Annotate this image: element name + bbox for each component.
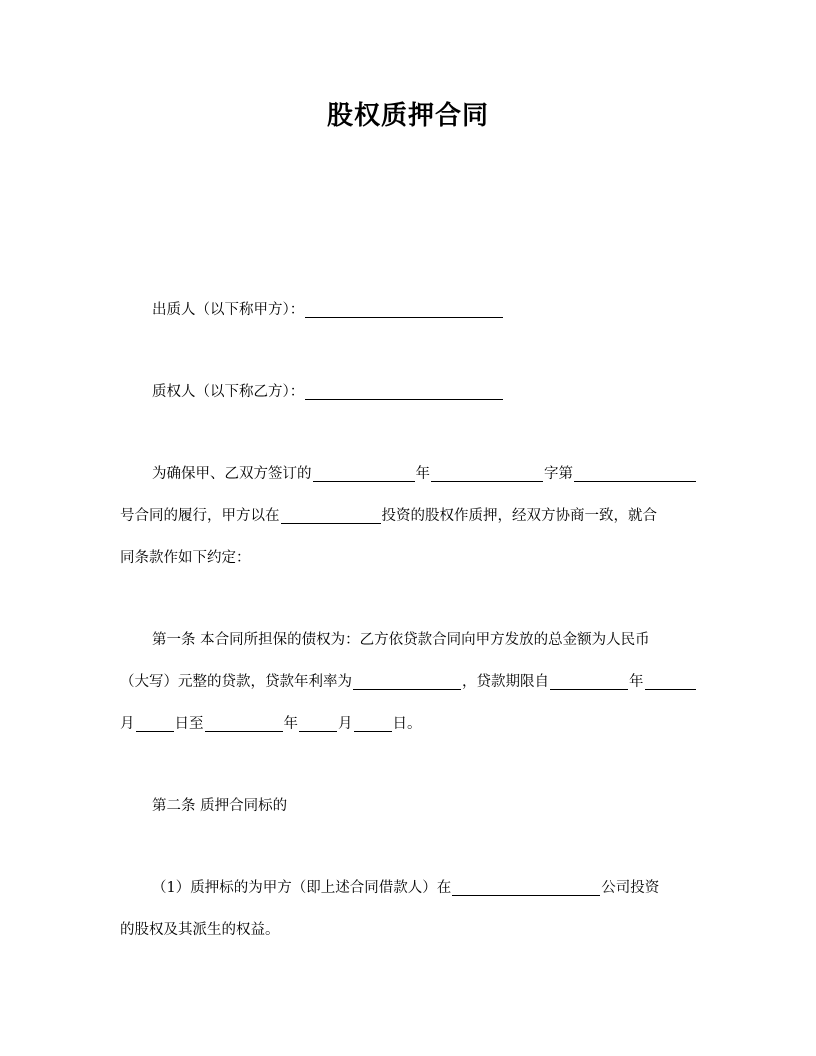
pledgor-line [152,298,696,322]
article1-text: ，贷款期限自 [462,674,549,690]
article1-text: 月 [338,716,353,732]
intro-text: 字第 [544,466,573,482]
intro-text: 为确保甲、乙双方签订的 [152,466,312,482]
pledgee-line [152,380,696,404]
article1-text: 月 [120,716,135,732]
pledged-company-blank[interactable] [452,878,600,896]
loan-start-year-blank[interactable] [550,672,628,690]
loan-end-month-blank[interactable] [299,714,337,732]
article2-heading [152,794,696,818]
article1-line-3 [120,712,696,736]
article2-text: （1）质押标的为甲方（即上述合同借款人）在 [152,880,452,896]
article1-text: 日。 [392,716,422,732]
contract-word-blank[interactable] [431,464,543,482]
article1-line-2 [120,670,696,694]
contract-number-blank[interactable] [574,464,696,482]
interest-rate-blank[interactable] [353,672,461,690]
article1-text: 第一条 本合同所担保的债权为：乙方依贷款合同向甲方发放的总金额为人民币 [152,632,650,648]
article2-text: 公司投资 [601,880,660,896]
article2-text: 的股权及其派生的权益。 [120,922,280,938]
loan-end-day-blank[interactable] [354,714,392,732]
intro-line-3 [120,546,696,570]
intro-text: 投资的股权作质押，经双方协商一致，就合 [381,508,657,524]
intro-text: 号合同的履行，甲方以在 [120,508,280,524]
loan-start-month-blank[interactable] [645,672,697,690]
article1-text: （大写）元整的贷款，贷款年利率为 [120,674,352,690]
pledgee-name-blank[interactable] [305,382,503,400]
article1-text: 年 [283,716,298,732]
intro-text: 同条款作如下约定： [120,550,251,566]
pledgor-name-blank[interactable] [305,300,503,318]
pledgor-label: 出质人（以下称甲方）： [152,302,305,318]
contract-year-blank[interactable] [313,464,415,482]
intro-line-2 [120,504,696,528]
article2-item1-line-2 [120,918,696,942]
loan-start-day-blank[interactable] [136,714,174,732]
document-title: 股权质押合同 [326,101,489,131]
intro-line-1 [152,462,696,486]
article1-text: 日至 [174,716,204,732]
invested-company-blank[interactable] [281,506,381,524]
article2-heading-text: 第二条 质押合同标的 [152,798,288,814]
article2-item1-line-1 [152,876,696,900]
intro-text: 年 [415,466,430,482]
article1-text: 年 [629,674,644,690]
pledgee-label: 质权人（以下称乙方）： [152,384,305,400]
loan-end-year-blank[interactable] [205,714,283,732]
article1-line-1 [152,628,696,652]
